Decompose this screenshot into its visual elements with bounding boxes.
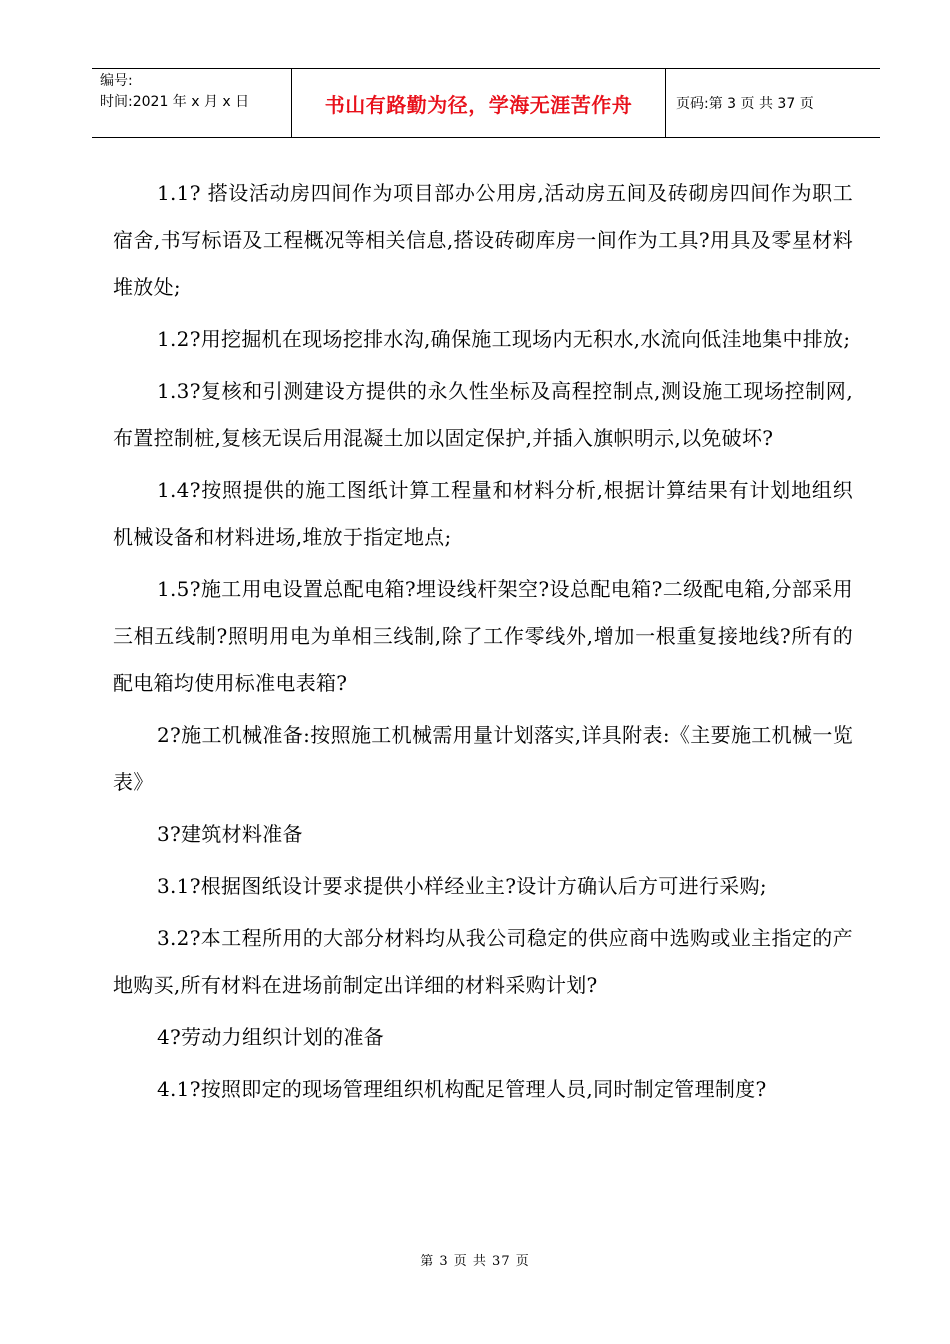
paragraph: 1.2?用挖掘机在现场挖排水沟,确保施工现场内无积水,水流向低洼地集中排放;: [157, 327, 851, 351]
page-header: [92, 68, 880, 138]
paragraph: 4?劳动力组织计划的准备: [157, 1025, 385, 1049]
paragraph: 1.3?复核和引测建设方提供的永久性坐标及高程控制点,测设施工现场控制网,布置控制桩,复核无误后用混凝土加以固定保护,并插入旗帜明示,以免破坏?: [113, 379, 853, 450]
paragraph: 1.5?施工用电设置总配电箱?埋设线杆架空?设总配电箱?二级配电箱,分部采用三相五线制?照明用电为单相三线制,除了工作零线外,增加一根重复接地线?所有的配电箱均使用标准电表箱?: [113, 577, 853, 695]
paragraph: 3.1?根据图纸设计要求提供小样经业主?设计方确认后方可进行采购;: [157, 874, 767, 898]
paragraph: 2?施工机械准备:按照施工机械需用量计划落实,详具附表:《主要施工机械一览表》: [113, 723, 853, 794]
document-body: [113, 170, 853, 1118]
header-motto: 书山有路勤为径，学海无涯苦作舟: [292, 69, 666, 137]
paragraph: 4.1?按照即定的现场管理组织机构配足管理人员,同时制定管理制度?: [157, 1077, 767, 1101]
paragraph: 1.4?按照提供的施工图纸计算工程量和材料分析,根据计算结果有计划地组织机械设备和材料进场,堆放于指定地点;: [113, 478, 853, 549]
page-footer: 第 3 页 共 37 页: [420, 1254, 530, 1269]
paragraph: 1.1? 搭设活动房四间作为项目部办公用房,活动房五间及砖砌房四间作为职工宿舍,书写标语及工程概况等相关信息,搭设砖砌库房一间作为工具?用具及零星材料堆放处;: [113, 181, 853, 299]
document-time-label: 时间:2021 年 x 月 x 日: [100, 94, 250, 110]
paragraph: 3.2?本工程所用的大部分材料均从我公司稳定的供应商中选购或业主指定的产地购买,所有材料在进场前制定出详细的材料采购计划?: [113, 926, 853, 997]
header-meta: [92, 69, 292, 137]
document-number-label: 编号:: [100, 73, 133, 89]
paragraph: 3?建筑材料准备: [157, 822, 303, 846]
header-page-info: 页码:第 3 页 共 37 页: [676, 96, 814, 112]
